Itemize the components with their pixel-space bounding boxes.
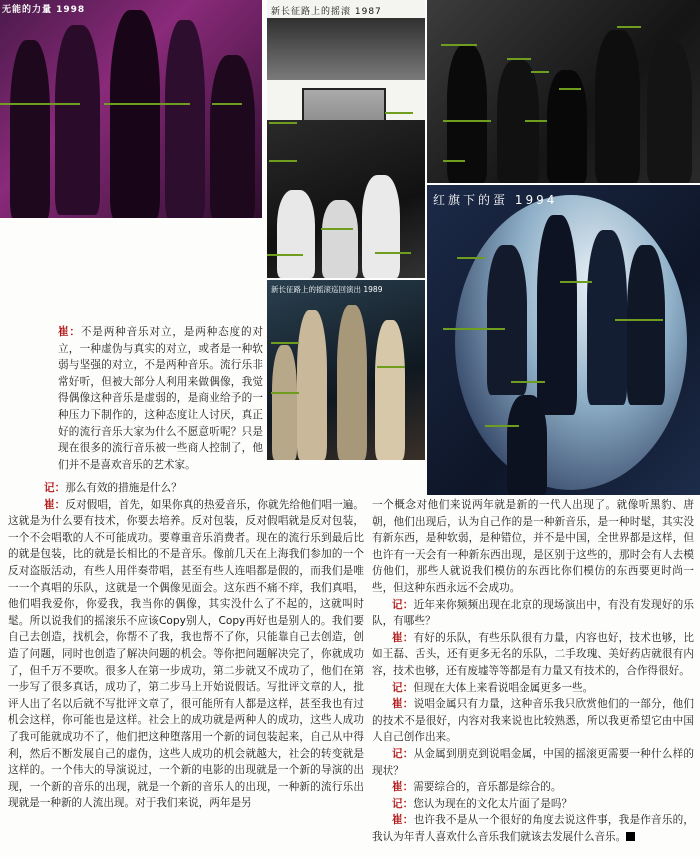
figure-silhouette bbox=[110, 10, 160, 218]
name-tag bbox=[441, 44, 477, 46]
speaker-label-cui: 崔： bbox=[58, 326, 81, 338]
name-tag bbox=[321, 228, 353, 230]
photo-caption: 新长征路上的摇滚 1987 bbox=[271, 7, 382, 17]
figure-silhouette bbox=[375, 320, 405, 460]
photo-1987 bbox=[267, 0, 425, 278]
name-tag bbox=[160, 103, 190, 105]
answer-text: 说唱金属只有力量，这种音乐我只欣赏他们的一部分，他们的技术不是很好，内容对我来说也比较熟悉，所以我更希望它由中国人自己创作出来。 bbox=[372, 698, 695, 744]
gate-roof bbox=[267, 18, 425, 80]
name-tag bbox=[267, 254, 303, 256]
name-tag bbox=[443, 120, 491, 122]
speaker-label-ji: 记： bbox=[392, 598, 414, 611]
speaker-label-cui: 崔： bbox=[392, 814, 414, 827]
figure-silhouette bbox=[272, 345, 297, 460]
photo-1998 bbox=[0, 0, 262, 218]
figure-silhouette bbox=[537, 215, 577, 415]
figure-silhouette bbox=[55, 25, 100, 215]
name-tag bbox=[485, 425, 519, 427]
name-tag bbox=[375, 252, 411, 254]
answer-text: 需要综合的，音乐都是综合的。 bbox=[413, 781, 562, 794]
photo-caption: 红旗下的蛋 1994 bbox=[433, 193, 558, 207]
name-tag bbox=[511, 381, 545, 383]
speaker-label-cui: 崔： bbox=[392, 781, 414, 794]
speaker-label-cui: 崔： bbox=[392, 631, 414, 644]
speaker-label-cui: 崔： bbox=[44, 498, 66, 511]
figure-silhouette bbox=[587, 230, 627, 405]
speaker-label-cui: 崔： bbox=[392, 698, 414, 711]
answer-text: 也许我不是从一个很好的角度去说这件事，我是作音乐的，我认为年青人喜欢什么音乐我们就该去发展什么音乐。 bbox=[372, 814, 695, 843]
photo-1991 bbox=[427, 0, 700, 183]
name-tag bbox=[525, 120, 547, 122]
name-tag bbox=[271, 342, 299, 344]
name-tag bbox=[443, 160, 465, 162]
answer-block-top bbox=[58, 324, 263, 473]
name-tag bbox=[457, 257, 485, 259]
answer-text: 有好的乐队，有些乐队很有力量，内容也好，技术也够，比如王磊、舌头，还有更多无名的乐队，二手玫瑰、美好药店就很有内容，技术也够，还有废墟等等都是有力量又有技术的，合作得很好。 bbox=[372, 631, 695, 677]
figure-silhouette bbox=[647, 40, 692, 183]
figure-silhouette bbox=[547, 70, 587, 183]
name-tag bbox=[269, 160, 297, 162]
name-tag bbox=[212, 103, 242, 105]
photo-caption: 无能的力量 1998 bbox=[2, 5, 86, 15]
figure-silhouette bbox=[362, 175, 400, 278]
speaker-label-ji: 记： bbox=[392, 797, 414, 810]
answer-text: 反对假唱，首先，如果你真的热爱音乐，你就先给他们唱一遍。这就是为什么要有技术，你要去培养。反对包装，反对假唱就是反对包装，一个不会唱歌的人不可能成功。要尊重音乐消费者。现在的流行乐到最后比的就是包装，比的就是长相比的不是音乐。像前几天在上海我们参加的一个反对盗版活动，有些人用伴奏带唱，甚至有些人连唱都是假的，而我们是唯一一个真唱的乐队，这就是一个偶像见面会。这东西不痛不痒，我们真唱，他们唱我爱你，你爱我，我当你的偶像，其实没什么了不起的，这就叫时髦。所以说我们的摇滚乐不应该Copy别人，Copy再好也是别人的。我们要自己去创造，找机会，你帮不了我，我也帮不了你，只能靠自己去创造，创造了问题，同时也创造了解决问题的机会。等你把问题解决完了，你就成功了，但千万不要吹。很多人在第一步成功，第二步就又不成功了，他们在第一步写了很多真话，成功了，第二步马上开始说假话。写批评文章的人，批评人出了名以后就不写批评文章了，很可能所有人都是这样，甚至我也有过机会这样，你可能也是这样。社会上的成功就是两种人的成功，这些人成功了我可能就成功不了，他们把这种堕落用一个新的词包装起来，自己从中得利，然后不断发展自己的虚伪，这些人成功的机会就越大，社会的转变就是这样的。一个伟大的导演说过，一个新的电影的出现就是一个新的导演的出现，一个新的音乐的出现，就是一个新的音乐人的出现，一种新的流行乐出现就是一种新的人流出现。对于我们来说，两年是另 bbox=[8, 498, 365, 810]
speaker-label-ji: 记： bbox=[392, 681, 414, 694]
speaker-label-ji: 记： bbox=[392, 747, 414, 760]
name-tag bbox=[385, 112, 413, 114]
name-tag bbox=[617, 26, 641, 28]
name-tag bbox=[615, 319, 663, 321]
text-column-right bbox=[372, 497, 694, 845]
figure-silhouette bbox=[487, 245, 527, 395]
text-column-left bbox=[8, 480, 364, 812]
name-tag bbox=[0, 103, 46, 105]
name-tag bbox=[531, 71, 549, 73]
figure-silhouette bbox=[595, 30, 640, 183]
question-text: 您认为现在的文化太片面了是吗？ bbox=[413, 797, 573, 810]
photo-1989 bbox=[267, 280, 425, 460]
answer-text-continued: 一个概念对他们来说两年就是新的一代人出现了。就像听黑豹、唐朝，他们出现后，认为自己作的是一种新音乐，是一种时髦，其实没有新东西，是种软弱，是种错位，并不是中国，全世界都是这样，但也许有一天会有一种新东西出现，是区别于这些的，那时会有人去模仿他们，那些人就说我们模仿的东西比你们模仿的东西要更时尚一些，但这种东西永远不会成功。 bbox=[372, 499, 694, 594]
figure-silhouette bbox=[447, 45, 487, 183]
name-tag bbox=[132, 103, 162, 105]
name-tag bbox=[104, 103, 132, 105]
figure-silhouette bbox=[10, 40, 50, 218]
figure-silhouette bbox=[337, 305, 367, 460]
figure-silhouette bbox=[322, 200, 358, 278]
photo-1994 bbox=[427, 185, 700, 495]
figure-silhouette bbox=[297, 310, 327, 460]
question-text: 近年来你频频出现在北京的现场演出中，有没有发现好的乐队，有哪些？ bbox=[372, 598, 695, 628]
speaker-label-ji: 记： bbox=[44, 482, 66, 494]
name-tag bbox=[443, 328, 505, 330]
figure-silhouette bbox=[627, 245, 665, 405]
name-tag bbox=[560, 281, 592, 283]
figure-silhouette bbox=[277, 190, 315, 278]
name-tag bbox=[44, 103, 80, 105]
name-tag bbox=[507, 58, 531, 60]
answer-text: 不是两种音乐对立，是两种态度的对立，一种虚伪与真实的对立，或者是一种软弱与坚强的对立，不是两种音乐。流行乐非常好听，但被大部分人利用来做偶像，我觉得偶像这种音乐是虚弱的，是商业给予的一种压力下制作的，这种态度让人讨厌，真正好的流行音乐大家为什么不愿意听呢？只是现在很多的流行音乐被一些商人控制了，他们并不是喜欢音乐的艺术家。 bbox=[58, 326, 264, 471]
name-tag bbox=[559, 88, 581, 90]
question-text: 从金属到朋克到说唱金属，中国的摇滚更需要一种什么样的现状？ bbox=[372, 747, 695, 777]
name-tag bbox=[269, 122, 297, 124]
name-tag bbox=[377, 366, 405, 368]
question-text: 那么有效的措施是什么？ bbox=[65, 482, 182, 494]
question-text: 但现在大体上来看说唱金属更多一些。 bbox=[413, 681, 594, 694]
photo-caption: 新长征路上的摇滚巡回演出 1989 bbox=[271, 285, 383, 294]
end-of-article-mark bbox=[626, 832, 635, 841]
figure-silhouette bbox=[165, 20, 205, 218]
figure-silhouette bbox=[210, 55, 255, 218]
figure-silhouette bbox=[507, 395, 547, 495]
name-tag bbox=[271, 392, 299, 394]
